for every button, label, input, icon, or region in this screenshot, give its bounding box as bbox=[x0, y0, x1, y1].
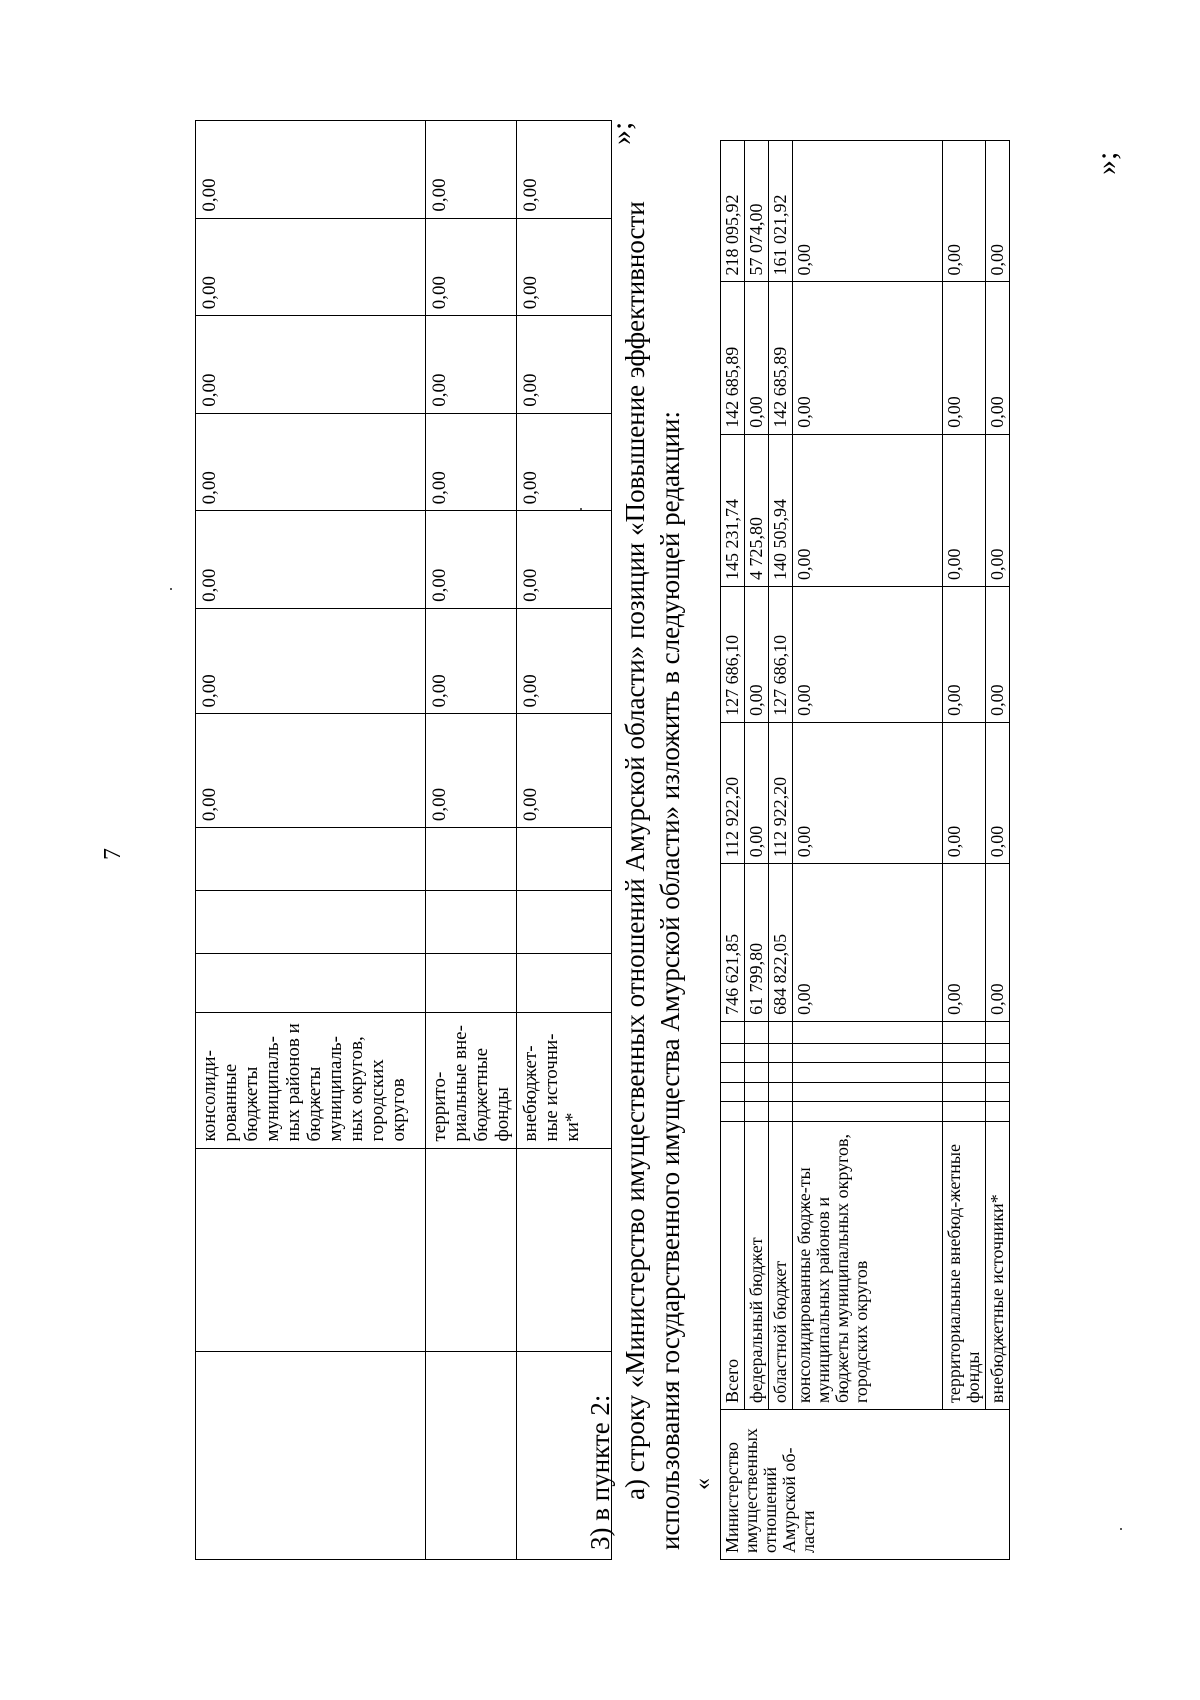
value-cell: 0,00 bbox=[986, 864, 1010, 1022]
empty-cell bbox=[745, 1082, 769, 1102]
empty-cell bbox=[793, 1063, 943, 1083]
table-row bbox=[986, 141, 1010, 1560]
empty-cell bbox=[986, 1102, 1010, 1122]
value-cell bbox=[517, 890, 612, 953]
value-cell: 0,00 bbox=[745, 722, 769, 863]
empty-cell bbox=[793, 1102, 943, 1122]
value-cell: 61 799,80 bbox=[745, 864, 769, 1022]
value-cell: 0,00 bbox=[986, 282, 1010, 434]
value-cell: 0,00 bbox=[793, 141, 943, 282]
table-row bbox=[769, 141, 793, 1560]
empty-cell bbox=[745, 1043, 769, 1063]
value-cell: 0,00 bbox=[426, 608, 517, 714]
table-row bbox=[426, 121, 517, 1560]
row-label: внебюджет-ные источни-ки* bbox=[517, 1012, 612, 1148]
empty-cell bbox=[745, 1102, 769, 1122]
table-row bbox=[517, 121, 612, 1560]
value-cell: 0,00 bbox=[517, 121, 612, 219]
value-cell: 0,00 bbox=[943, 586, 986, 722]
row-label: консолидированные бюдже-ты муниципальных районов и бюджеты муниципальных округов, городских округов bbox=[793, 1121, 943, 1409]
empty-cell bbox=[721, 1021, 745, 1043]
value-cell: 0,00 bbox=[793, 722, 943, 863]
empty-cell bbox=[986, 1043, 1010, 1063]
empty-cell bbox=[721, 1043, 745, 1063]
empty-cell bbox=[769, 1063, 793, 1083]
empty-cell bbox=[986, 1082, 1010, 1102]
value-cell: 0,00 bbox=[426, 413, 517, 511]
scan-speck bbox=[1120, 1528, 1122, 1530]
empty-cell bbox=[769, 1043, 793, 1063]
value-cell: 0,00 bbox=[196, 218, 426, 316]
value-cell: 112 922,20 bbox=[769, 722, 793, 863]
text-line-2: а) строку «Министерство имущественных отношений Амурской области» позиции «Повышение эффективности bbox=[620, 201, 650, 1500]
value-cell: 0,00 bbox=[793, 434, 943, 586]
row-label: территориальные внебюд-жетные фонды bbox=[943, 1121, 986, 1409]
value-cell: 0,00 bbox=[196, 121, 426, 219]
closing-quote-1: »; bbox=[605, 121, 638, 145]
value-cell: 0,00 bbox=[196, 714, 426, 828]
value-cell bbox=[196, 890, 426, 953]
value-cell: 127 686,10 bbox=[769, 586, 793, 722]
row-label: областной бюджет bbox=[769, 1121, 793, 1409]
value-cell: 0,00 bbox=[517, 218, 612, 316]
empty-cell bbox=[426, 1148, 517, 1352]
value-cell: 145 231,74 bbox=[721, 434, 745, 586]
scan-speck bbox=[170, 588, 172, 590]
value-cell: 142 685,89 bbox=[769, 282, 793, 434]
value-cell: 0,00 bbox=[426, 511, 517, 609]
value-cell: 142 685,89 bbox=[721, 282, 745, 434]
row-label: террито-риальные вне-бюджетные фонды bbox=[426, 1012, 517, 1148]
table-row bbox=[196, 121, 426, 1560]
empty-cell bbox=[769, 1021, 793, 1043]
value-cell: 0,00 bbox=[517, 316, 612, 414]
value-cell: 0,00 bbox=[426, 714, 517, 828]
value-cell: 0,00 bbox=[517, 511, 612, 609]
row-label: федеральный бюджет bbox=[745, 1121, 769, 1409]
empty-cell bbox=[196, 1352, 426, 1560]
empty-cell bbox=[943, 1021, 986, 1043]
empty-cell bbox=[196, 1148, 426, 1352]
empty-cell bbox=[426, 1352, 517, 1560]
table-row bbox=[745, 141, 769, 1560]
value-cell: 0,00 bbox=[517, 714, 612, 828]
closing-quote-2: »; bbox=[1090, 151, 1123, 175]
value-cell: 0,00 bbox=[196, 316, 426, 414]
value-cell: 140 505,94 bbox=[769, 434, 793, 586]
value-cell: 112 922,20 bbox=[721, 722, 745, 863]
value-cell: 746 621,85 bbox=[721, 864, 745, 1022]
empty-cell bbox=[793, 1082, 943, 1102]
empty-cell bbox=[721, 1082, 745, 1102]
value-cell: 161 021,92 bbox=[769, 141, 793, 282]
row-label: Всего bbox=[721, 1121, 745, 1409]
value-cell bbox=[426, 890, 517, 953]
value-cell: 0,00 bbox=[943, 282, 986, 434]
value-cell bbox=[426, 828, 517, 891]
value-cell bbox=[426, 953, 517, 1012]
table-row bbox=[721, 141, 745, 1560]
value-cell: 0,00 bbox=[986, 722, 1010, 863]
value-cell: 684 822,05 bbox=[769, 864, 793, 1022]
empty-cell bbox=[793, 1043, 943, 1063]
value-cell: 0,00 bbox=[986, 141, 1010, 282]
empty-cell bbox=[745, 1063, 769, 1083]
value-cell bbox=[196, 828, 426, 891]
row-label: консолиди-рованные бюджеты муниципаль-ных районов и бюджеты муниципаль-ных округов, городских округов bbox=[196, 1012, 426, 1148]
value-cell: 0,00 bbox=[986, 586, 1010, 722]
value-cell: 0,00 bbox=[196, 608, 426, 714]
value-cell: 57 074,00 bbox=[745, 141, 769, 282]
value-cell: 0,00 bbox=[517, 413, 612, 511]
value-cell: 4 725,80 bbox=[745, 434, 769, 586]
value-cell: 0,00 bbox=[426, 316, 517, 414]
value-cell: 0,00 bbox=[943, 141, 986, 282]
value-cell: 0,00 bbox=[196, 413, 426, 511]
value-cell: 0,00 bbox=[745, 282, 769, 434]
opening-quote: « bbox=[690, 1478, 716, 1490]
empty-cell bbox=[769, 1102, 793, 1122]
empty-cell bbox=[721, 1063, 745, 1083]
value-cell: 0,00 bbox=[517, 608, 612, 714]
empty-cell bbox=[943, 1102, 986, 1122]
value-cell: 0,00 bbox=[793, 864, 943, 1022]
value-cell: 0,00 bbox=[426, 121, 517, 219]
empty-cell bbox=[517, 1148, 612, 1352]
page-number: 7 bbox=[100, 848, 126, 860]
table-row bbox=[793, 141, 943, 1560]
empty-cell bbox=[986, 1021, 1010, 1043]
empty-cell bbox=[943, 1043, 986, 1063]
table-row bbox=[943, 141, 986, 1560]
empty-cell bbox=[745, 1021, 769, 1043]
value-cell: 0,00 bbox=[943, 434, 986, 586]
value-cell: 218 095,92 bbox=[721, 141, 745, 282]
value-cell bbox=[517, 828, 612, 891]
empty-cell bbox=[986, 1063, 1010, 1083]
value-cell: 0,00 bbox=[793, 586, 943, 722]
value-cell: 0,00 bbox=[196, 511, 426, 609]
value-cell: 0,00 bbox=[943, 722, 986, 863]
scan-speck bbox=[580, 508, 582, 510]
value-cell: 0,00 bbox=[793, 282, 943, 434]
text-line-3: использования государственного имущества Амурской области» изложить в следующей редакции: bbox=[655, 411, 685, 1550]
table-bottom bbox=[720, 140, 1010, 1560]
owner-cell: Министерство имущественных отношений Амурской об-ласти bbox=[721, 1410, 1010, 1560]
value-cell: 127 686,10 bbox=[721, 586, 745, 722]
value-cell: 0,00 bbox=[943, 864, 986, 1022]
empty-cell bbox=[793, 1021, 943, 1043]
empty-cell bbox=[943, 1063, 986, 1083]
empty-cell bbox=[769, 1082, 793, 1102]
value-cell bbox=[517, 953, 612, 1012]
value-cell: 0,00 bbox=[986, 434, 1010, 586]
empty-cell bbox=[943, 1082, 986, 1102]
row-label: внебюджетные источники* bbox=[986, 1121, 1010, 1409]
value-cell bbox=[196, 953, 426, 1012]
table-top bbox=[195, 120, 612, 1560]
empty-cell bbox=[721, 1102, 745, 1122]
text-line-1: 3) в пункте 2: bbox=[585, 1394, 615, 1550]
value-cell: 0,00 bbox=[745, 586, 769, 722]
value-cell: 0,00 bbox=[426, 218, 517, 316]
